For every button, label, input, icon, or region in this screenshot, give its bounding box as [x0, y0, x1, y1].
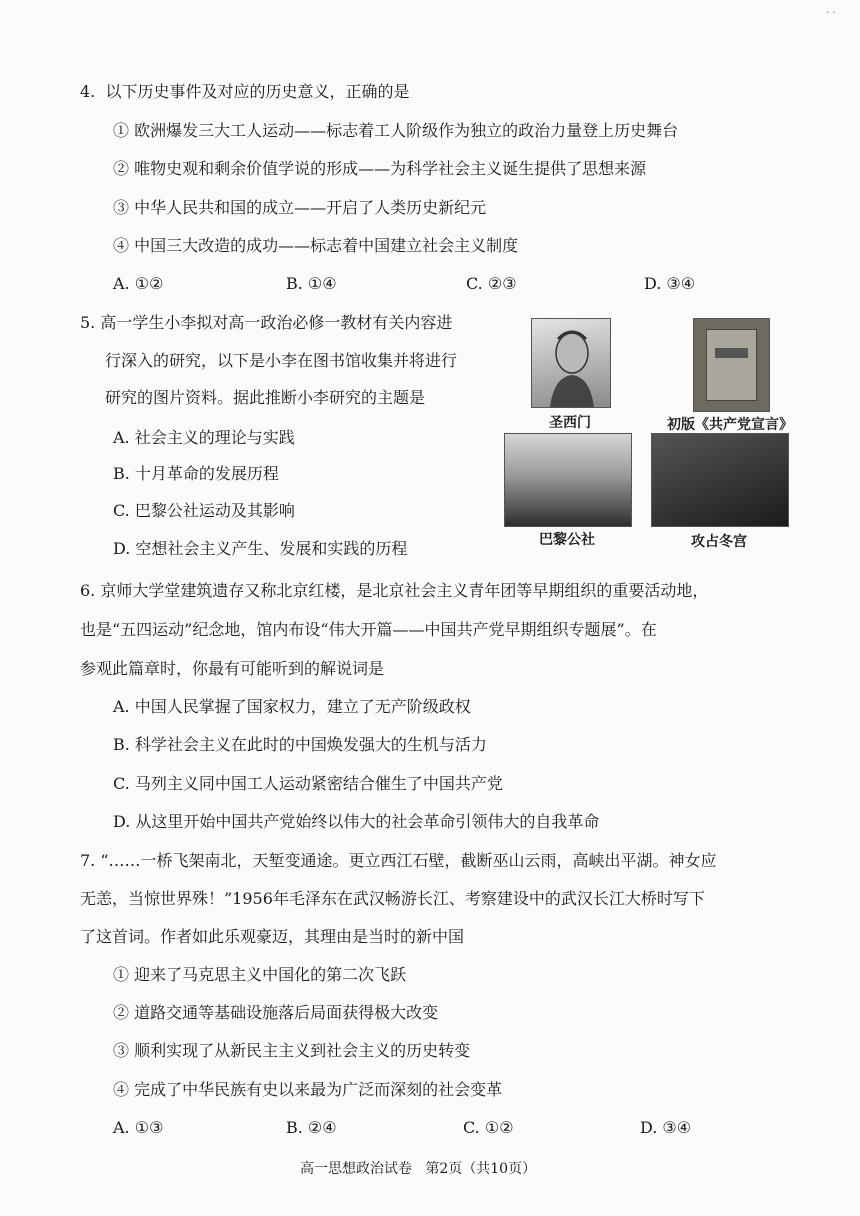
q6-stem-line-3: 参观此篇章时，你最有可能听到的解说词是 [80, 659, 385, 678]
q4-item-3: ③ 中华人民共和国的成立——开启了人类历史新纪元 [113, 198, 487, 217]
q7-option-d: D. ③④ [640, 1118, 692, 1137]
manifesto-cover [706, 329, 757, 401]
q5-stem-line-1: 5. 高一学生小李拟对高一政治必修一教材有关内容进 [80, 313, 453, 332]
q6-option-c: C. 马列主义同中国工人运动紧密结合催生了中国共产党 [113, 774, 503, 793]
caption-saint-simon: 圣西门 [549, 415, 591, 431]
q7-item-1: ① 迎来了马克思主义中国化的第二次飞跃 [113, 965, 407, 984]
caption-manifesto: 初版《共产党宣言》 [667, 417, 793, 433]
q5-option-d: D. 空想社会主义产生、发展和实践的历程 [113, 539, 408, 558]
q6-stem-line-2: 也是“五四运动”纪念地，馆内布设“伟大开篇——中国共产党早期组织专题展”。在 [80, 620, 657, 639]
q7-item-2: ② 道路交通等基础设施落后局面获得极大改变 [113, 1003, 439, 1022]
q6-stem-line-1: 6. 京师大学堂建筑遗存又称北京红楼，是北京社会主义青年团等早期组织的重要活动地， [80, 581, 709, 600]
q7-stem-line-2: 无恙，当惊世界殊！”1956年毛泽东在武汉畅游长江、考察建设中的武汉长江大桥时写下 [80, 889, 705, 908]
caption-paris-commune: 巴黎公社 [539, 532, 595, 548]
saint-simon-portrait-image [531, 318, 611, 408]
q6-option-b: B. 科学社会主义在此时的中国焕发强大的生机与活力 [113, 735, 487, 754]
corner-mark: · · [826, 8, 836, 19]
q4-option-d: D. ③④ [644, 274, 696, 293]
q4-item-1: ① 欧洲爆发三大工人运动——标志着工人阶级作为独立的政治力量登上历史舞台 [113, 121, 679, 140]
paris-commune-image [504, 433, 632, 527]
q7-item-4: ④ 完成了中华民族有史以来最为广泛而深刻的社会变革 [113, 1080, 503, 1099]
winter-palace-image [651, 433, 789, 527]
q6-option-a: A. 中国人民掌握了国家权力，建立了无产阶级政权 [113, 697, 471, 716]
q7-option-a: A. ①③ [113, 1118, 164, 1137]
q4-item-4: ④ 中国三大改造的成功——标志着中国建立社会主义制度 [113, 236, 519, 255]
caption-winter-palace: 攻占冬宫 [691, 534, 747, 550]
portrait-sketch-icon [532, 319, 610, 407]
q4-option-b: B. ①④ [286, 274, 337, 293]
q4-option-a: A. ①② [113, 274, 164, 293]
q5-option-b: B. 十月革命的发展历程 [113, 464, 279, 483]
q5-stem-line-3: 研究的图片资料。据此推断小李研究的主题是 [105, 388, 426, 407]
q7-stem-line-3: 了这首词。作者如此乐观豪迈，其理由是当时的新中国 [80, 927, 465, 946]
q4-item-2: ② 唯物史观和剩余价值学说的形成——为科学社会主义诞生提供了思想来源 [113, 159, 647, 178]
q5-stem-line-2: 行深入的研究，以下是小李在图书馆收集并将进行 [105, 351, 458, 370]
q5-option-a: A. 社会主义的理论与实践 [113, 428, 295, 447]
q7-stem-line-1: 7. “……一桥飞架南北，天堑变通途。更立西江石壁，截断巫山云雨，高峡出平湖。神女应 [80, 851, 717, 870]
q4-stem: 4. 以下历史事件及对应的历史意义，正确的是 [80, 82, 410, 101]
q6-option-d: D. 从这里开始中国共产党始终以伟大的社会革命引领伟大的自我革命 [113, 812, 600, 831]
q7-item-3: ③ 顺利实现了从新民主主义到社会主义的历史转变 [113, 1041, 471, 1060]
q7-option-b: B. ②④ [286, 1118, 337, 1137]
communist-manifesto-image [693, 318, 770, 412]
q4-option-c: C. ②③ [466, 274, 517, 293]
q7-option-c: C. ①② [463, 1118, 514, 1137]
q5-option-c: C. 巴黎公社运动及其影响 [113, 501, 295, 520]
page-footer: 高一思想政治试卷 第2页（共10页） [300, 1161, 537, 1177]
